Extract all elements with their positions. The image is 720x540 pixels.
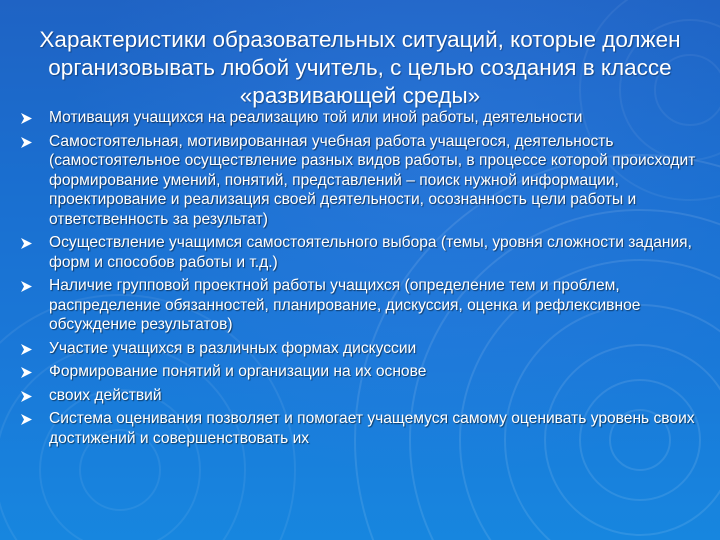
- bullet-text: своих действий: [49, 386, 162, 404]
- bullet-text: Участие учащихся в различных формах дискуссии: [49, 339, 417, 357]
- arrowhead-bullet-icon: [20, 413, 33, 426]
- arrowhead-bullet-icon: [20, 343, 33, 356]
- bullet-item: [20, 276, 702, 335]
- arrowhead-bullet-icon: [20, 366, 33, 379]
- arrowhead-bullet-icon: [20, 280, 33, 293]
- arrowhead-bullet-icon: [20, 390, 33, 403]
- bullet-list: [20, 108, 702, 452]
- bullet-item: [20, 409, 702, 448]
- bullet-text: Мотивация учащихся на реализацию той или иной работы, деятельности: [49, 109, 583, 126]
- arrowhead-bullet-icon: [20, 136, 33, 149]
- bullet-text: Система оценивания позволяет и помогает учащемуся самому оценивать уровень своих достижений и совершенствовать их: [49, 410, 695, 447]
- bullet-item: [20, 386, 702, 406]
- bullet-item: [20, 132, 702, 230]
- slide-title: Характеристики образовательных ситуаций, которые должен организовывать любой учитель, с целью создания в классе «развивающей среды»: [39, 27, 681, 108]
- bullet-item: [20, 339, 702, 359]
- bullet-item: [20, 108, 702, 128]
- arrowhead-bullet-icon: [20, 237, 33, 250]
- bullet-text: Формирование понятий и организации на их основе: [49, 363, 427, 380]
- bullet-text: Осуществление учащимся самостоятельного выбора (темы, уровня сложности задания, форм и способов работы и т.д.): [49, 234, 692, 271]
- bullet-item: [20, 233, 702, 272]
- bullet-text: Наличие групповой проектной работы учащихся (определение тем и проблем, распределение обязанностей, планирование, дискуссия, оценка и рефлексивное обсуждение результатов): [49, 277, 641, 333]
- bullet-item: [20, 362, 702, 382]
- bullet-text: Самостоятельная, мотивированная учебная работа учащегося, деятельность (самостоятельное осуществление разных видов работы, в процессе которой происходит формирование умений, понятий, представлений – поиск нужной информации, проектирование и реализация своей деятельности, осознанность цели работы и ответственность за результат): [49, 132, 696, 228]
- arrowhead-bullet-icon: [20, 112, 33, 125]
